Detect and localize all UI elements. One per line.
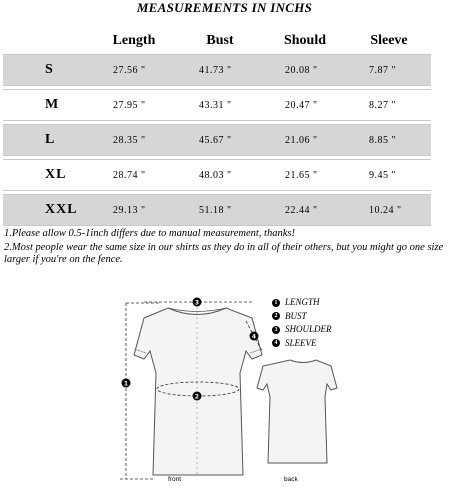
header-sleeve: Sleeve	[370, 33, 408, 48]
bust-value: 45.67 "	[177, 125, 263, 156]
table-row	[3, 160, 431, 191]
legend-label: SLEEVE	[285, 337, 317, 348]
length-value: 27.56 "	[91, 55, 177, 86]
back-shirt	[257, 360, 337, 463]
size-label: S	[3, 55, 91, 86]
sleeve-value: 8.85 "	[347, 125, 431, 156]
marker-3	[193, 298, 202, 307]
legend-label: SHOULDER	[285, 324, 332, 334]
bust-value: 51.18 "	[177, 195, 263, 226]
legend-label: LENGTH	[285, 297, 320, 307]
size-label: XL	[3, 160, 91, 191]
should-value: 21.65 "	[263, 160, 347, 191]
notes	[4, 228, 446, 268]
legend-number: 3	[272, 326, 280, 334]
sleeve-value: 8.27 "	[347, 90, 431, 121]
length-value: 29.13 "	[91, 195, 177, 226]
should-value: 22.44 "	[263, 195, 347, 226]
header-length: Length	[112, 33, 156, 48]
legend-item-shoulder	[272, 323, 332, 337]
legend	[272, 296, 332, 350]
legend-item-bust	[272, 310, 332, 324]
should-value: 20.08 "	[263, 55, 347, 86]
svg-text:2: 2	[194, 393, 200, 401]
should-value: 20.47 "	[263, 90, 347, 121]
table-row	[3, 90, 431, 121]
note-1: 1.Please allow 0.5-1inch differs due to manual measurement, thanks!	[4, 228, 295, 239]
note-2: 2.Most people wear the same size in our shirts as they do in all of their others, but you might go one size larger if you're on the fence.	[4, 241, 444, 265]
front-caption: front	[168, 476, 182, 483]
size-label: L	[3, 125, 91, 156]
marker-4	[250, 332, 259, 341]
length-value: 28.74 "	[91, 160, 177, 191]
front-shirt	[134, 308, 262, 475]
marker-2	[193, 392, 202, 401]
svg-text:3: 3	[194, 299, 200, 307]
header-bust: Bust	[206, 33, 234, 48]
legend-number: 4	[272, 339, 280, 347]
back-caption: back	[284, 476, 298, 483]
table-row	[3, 125, 431, 156]
sleeve-value: 9.45 "	[347, 160, 431, 191]
size-label: XXL	[3, 195, 91, 226]
table-row	[3, 55, 431, 86]
should-value: 21.06 "	[263, 125, 347, 156]
svg-text:4: 4	[251, 333, 257, 341]
size-table	[3, 28, 431, 226]
svg-text:1: 1	[123, 380, 129, 388]
bust-value: 41.73 "	[177, 55, 263, 86]
sleeve-value: 7.87 "	[347, 55, 431, 86]
length-value: 27.95 "	[91, 90, 177, 121]
legend-number: 1	[272, 299, 280, 307]
length-value: 28.35 "	[91, 125, 177, 156]
chart-title: MEASUREMENTS IN INCHS	[136, 0, 313, 15]
table-row	[3, 195, 431, 226]
header-size	[3, 28, 91, 55]
legend-item-sleeve	[272, 337, 332, 351]
header-should: Should	[283, 33, 327, 48]
legend-item-length	[272, 296, 332, 310]
legend-label: BUST	[285, 310, 307, 321]
bust-value: 48.03 "	[177, 160, 263, 191]
legend-number: 2	[272, 312, 280, 320]
size-label: M	[3, 90, 91, 121]
bust-value: 43.31 "	[177, 90, 263, 121]
sleeve-value: 10.24 "	[347, 195, 431, 226]
marker-1	[122, 379, 131, 388]
table-header-row	[3, 28, 431, 55]
tshirt-diagram	[0, 285, 449, 488]
